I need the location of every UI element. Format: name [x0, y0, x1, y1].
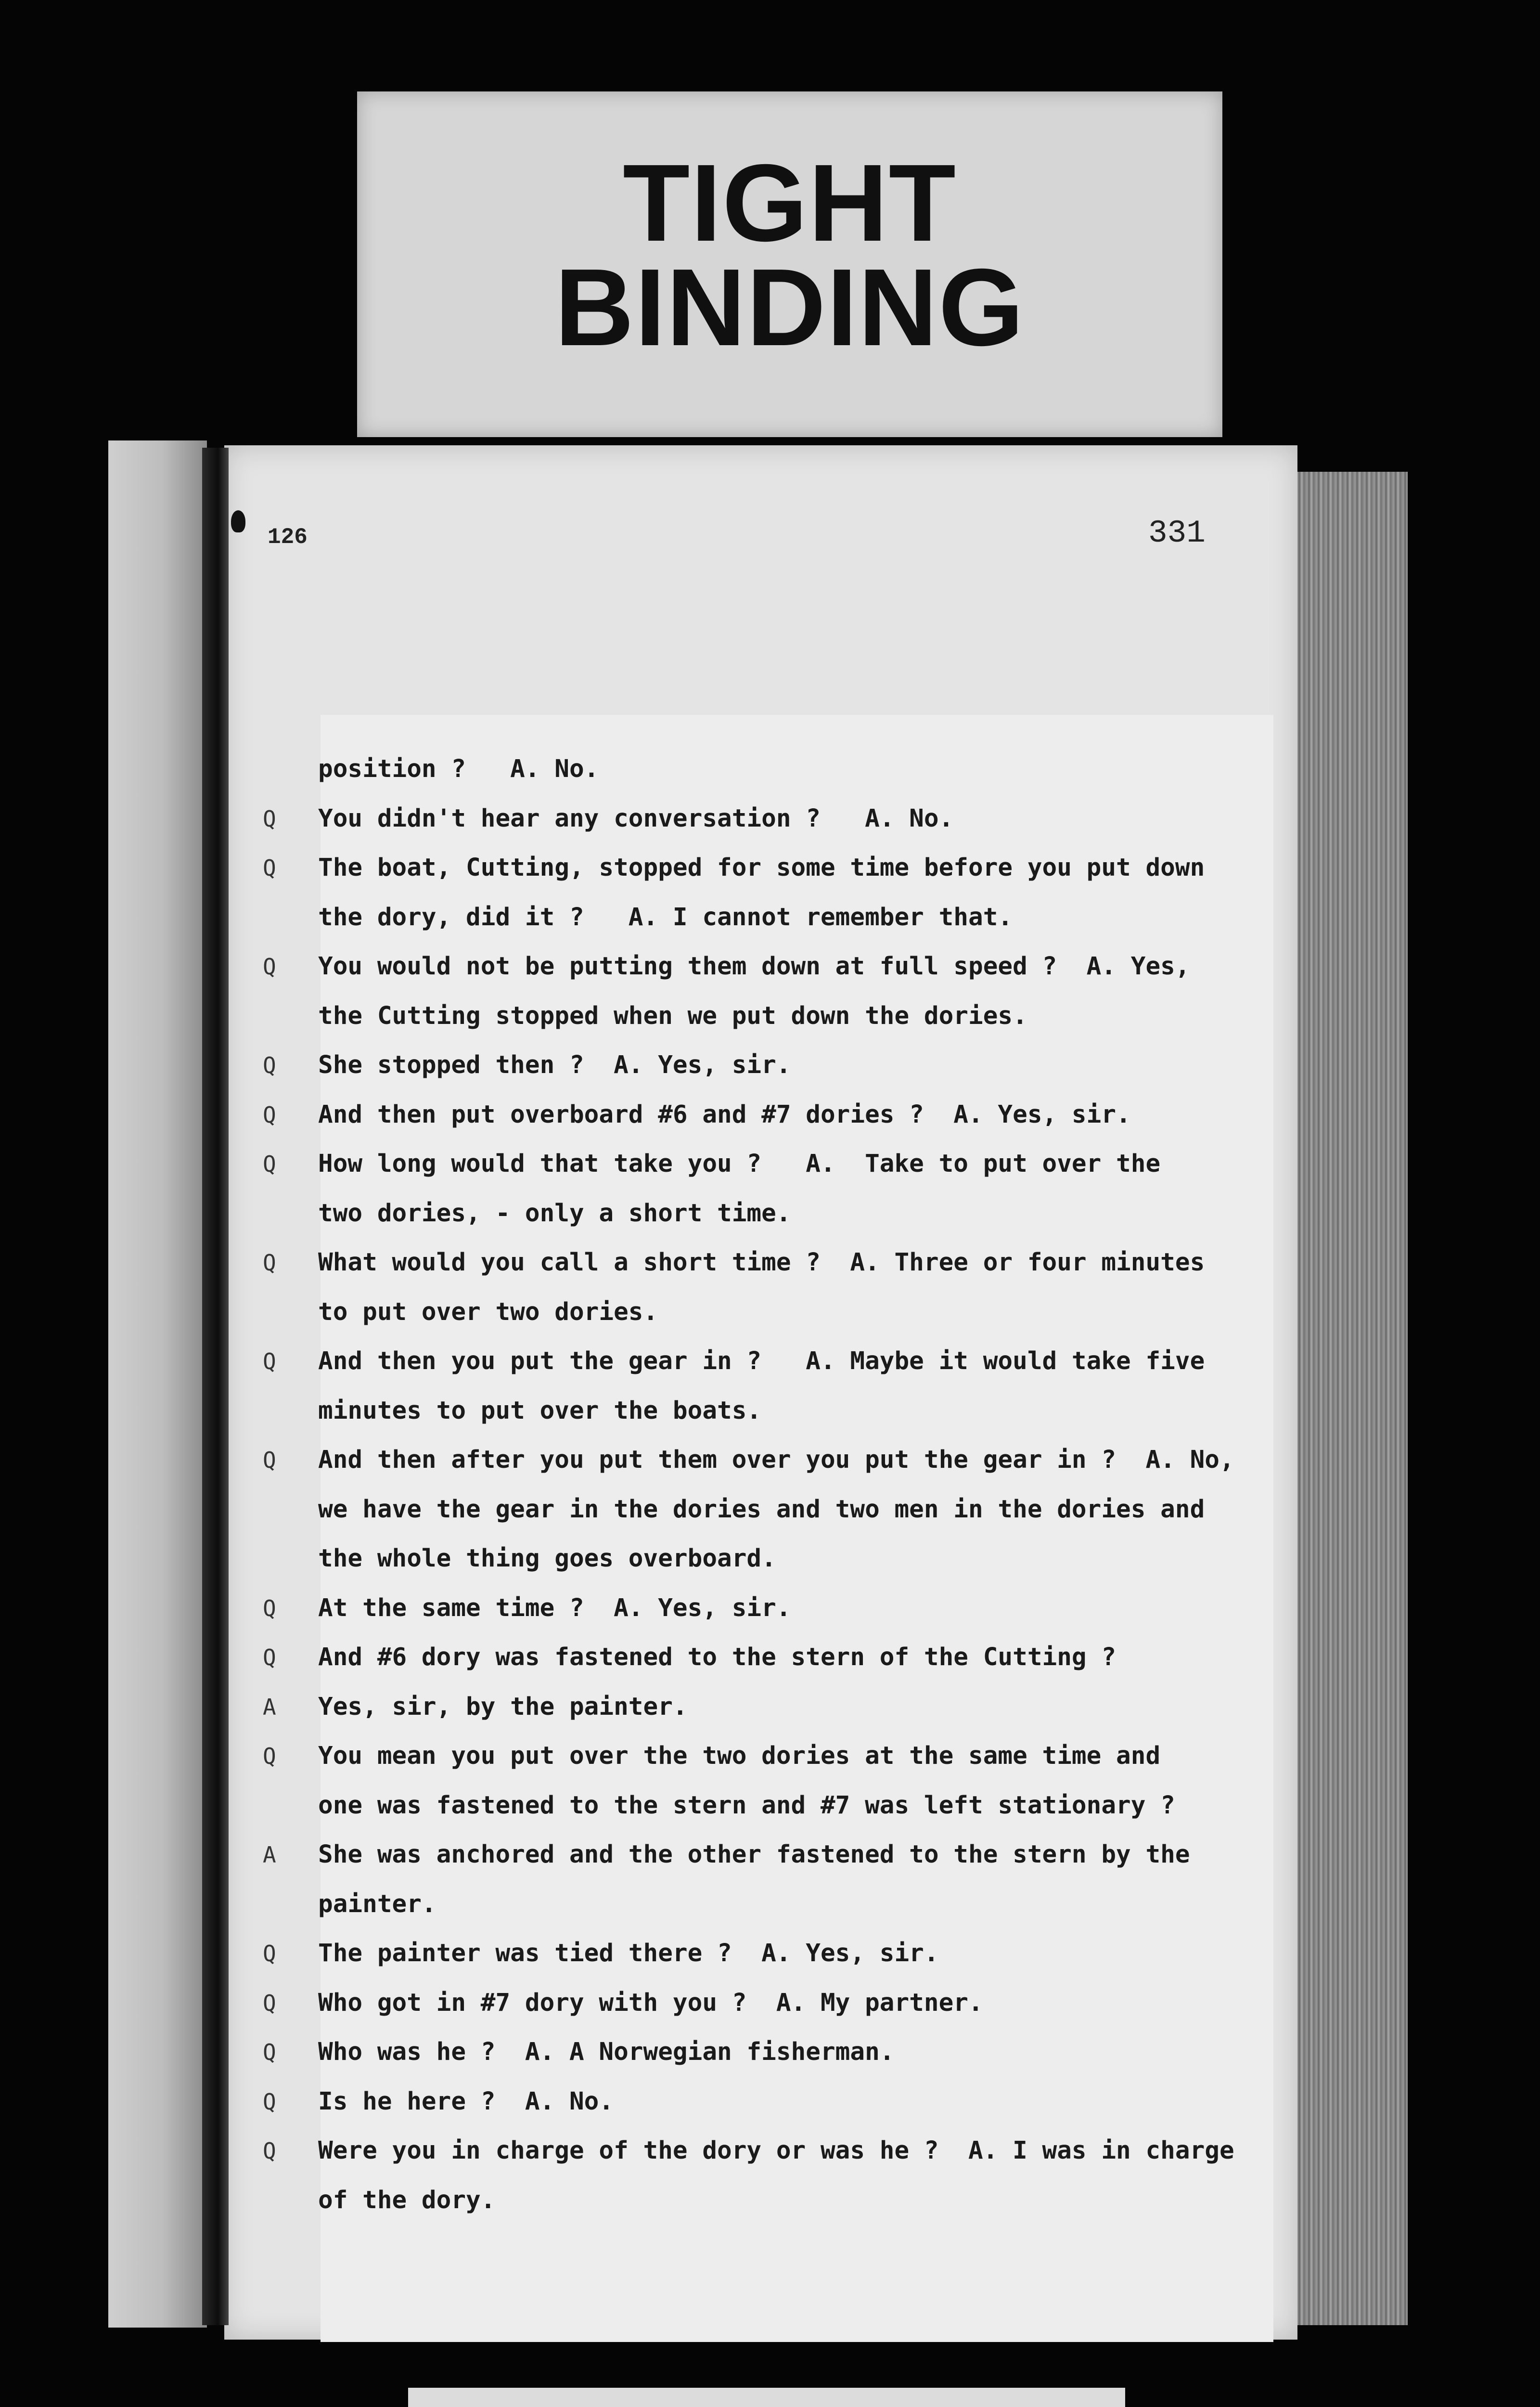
transcript-line: Were you in charge of the dory or was he ? A. I was in charge [318, 2136, 1234, 2165]
transcript-line: Is he here ? A. No. [318, 2087, 614, 2116]
transcript-line: You mean you put over the two dories at the same time and [318, 1742, 1161, 1770]
transcript-line: The painter was tied there ? A. Yes, sir. [318, 1939, 939, 1967]
transcript-line: And #6 dory was fastened to the stern of the Cutting ? [318, 1643, 1116, 1671]
transcript-line: And then put overboard #6 and #7 dories ? A. Yes, sir. [318, 1100, 1131, 1129]
transcript-line: At the same time ? A. Yes, sir. [318, 1593, 791, 1622]
transcript-line: to put over two dories. [318, 1297, 658, 1326]
transcript-marker: A [263, 1694, 276, 1720]
facing-page-edge [108, 440, 207, 2328]
transcript-marker: Q [263, 1990, 276, 2016]
page-number-left: 126 [268, 525, 308, 550]
transcript-marker: Q [263, 2088, 276, 2115]
book-gutter [202, 448, 229, 2325]
transcript-line: What would you call a short time ? A. Three or four minutes [318, 1248, 1205, 1277]
transcript-line: You would not be putting them down at full speed ? A. Yes, [318, 952, 1190, 981]
book-page-edges [1295, 472, 1408, 2325]
transcript-marker: Q [263, 1348, 276, 1374]
transcript-marker: Q [263, 1151, 276, 1177]
tight-binding-line-2: BINDING [554, 246, 1025, 369]
transcript-line: painter. [318, 1889, 436, 1918]
transcript-line: Who got in #7 dory with you ? A. My partner. [318, 1988, 983, 2017]
transcript-line: She stopped then ? A. Yes, sir. [318, 1051, 791, 1079]
transcript-line: position ? A. No. [318, 755, 599, 783]
transcript-marker: Q [263, 855, 276, 881]
transcript-line: You didn't hear any conversation ? A. No. [318, 804, 954, 833]
transcript-marker: Q [263, 1447, 276, 1473]
transcript-marker: A [263, 1842, 276, 1868]
transcript-marker: Q [263, 1941, 276, 1967]
transcript-line: Yes, sir, by the painter. [318, 1692, 688, 1721]
page-number-right: 331 [1148, 515, 1206, 551]
transcript-line: the Cutting stopped when we put down the dories. [318, 1001, 1027, 1030]
transcript-line: we have the gear in the dories and two men in the dories and [318, 1495, 1205, 1524]
transcript-marker: Q [263, 805, 276, 832]
transcript-line: The boat, Cutting, stopped for some time before you put down [318, 854, 1205, 882]
transcript-marker: Q [263, 1644, 276, 1670]
tight-binding-line-1: TIGHT [623, 142, 957, 264]
transcript-line: minutes to put over the boats. [318, 1396, 762, 1425]
transcript-marker: Q [263, 1595, 276, 1621]
tight-binding-label [357, 91, 1222, 437]
transcript-line: And then you put the gear in ? A. Maybe it would take five [318, 1347, 1205, 1375]
transcript-marker: Q [263, 1250, 276, 1276]
transcript-marker: Q [263, 1052, 276, 1078]
transcript-line: How long would that take you ? A. Take to put over the [318, 1150, 1161, 1178]
transcript-line: the whole thing goes overboard. [318, 1544, 776, 1573]
transcript-line: She was anchored and the other fastened to the stern by the [318, 1840, 1190, 1869]
transcript-marker: Q [263, 1101, 276, 1128]
transcript-marker: Q [263, 954, 276, 980]
file-caption [408, 2388, 1125, 2407]
transcript-line: of the dory. [318, 2186, 496, 2214]
binding-pin-icon [231, 510, 245, 532]
transcript-line: one was fastened to the stern and #7 was left stationary ? [318, 1791, 1175, 1820]
transcript-marker: Q [263, 1743, 276, 1769]
transcript-marker: Q [263, 2039, 276, 2065]
transcript-line: Who was he ? A. A Norwegian fisherman. [318, 2038, 895, 2066]
transcript-line: two dories, - only a short time. [318, 1199, 791, 1228]
transcript-line: And then after you put them over you put the gear in ? A. No, [318, 1446, 1234, 1474]
transcript-marker: Q [263, 2138, 276, 2164]
transcript-line: the dory, did it ? A. I cannot remember that. [318, 903, 1013, 932]
document-page [224, 445, 1297, 2340]
